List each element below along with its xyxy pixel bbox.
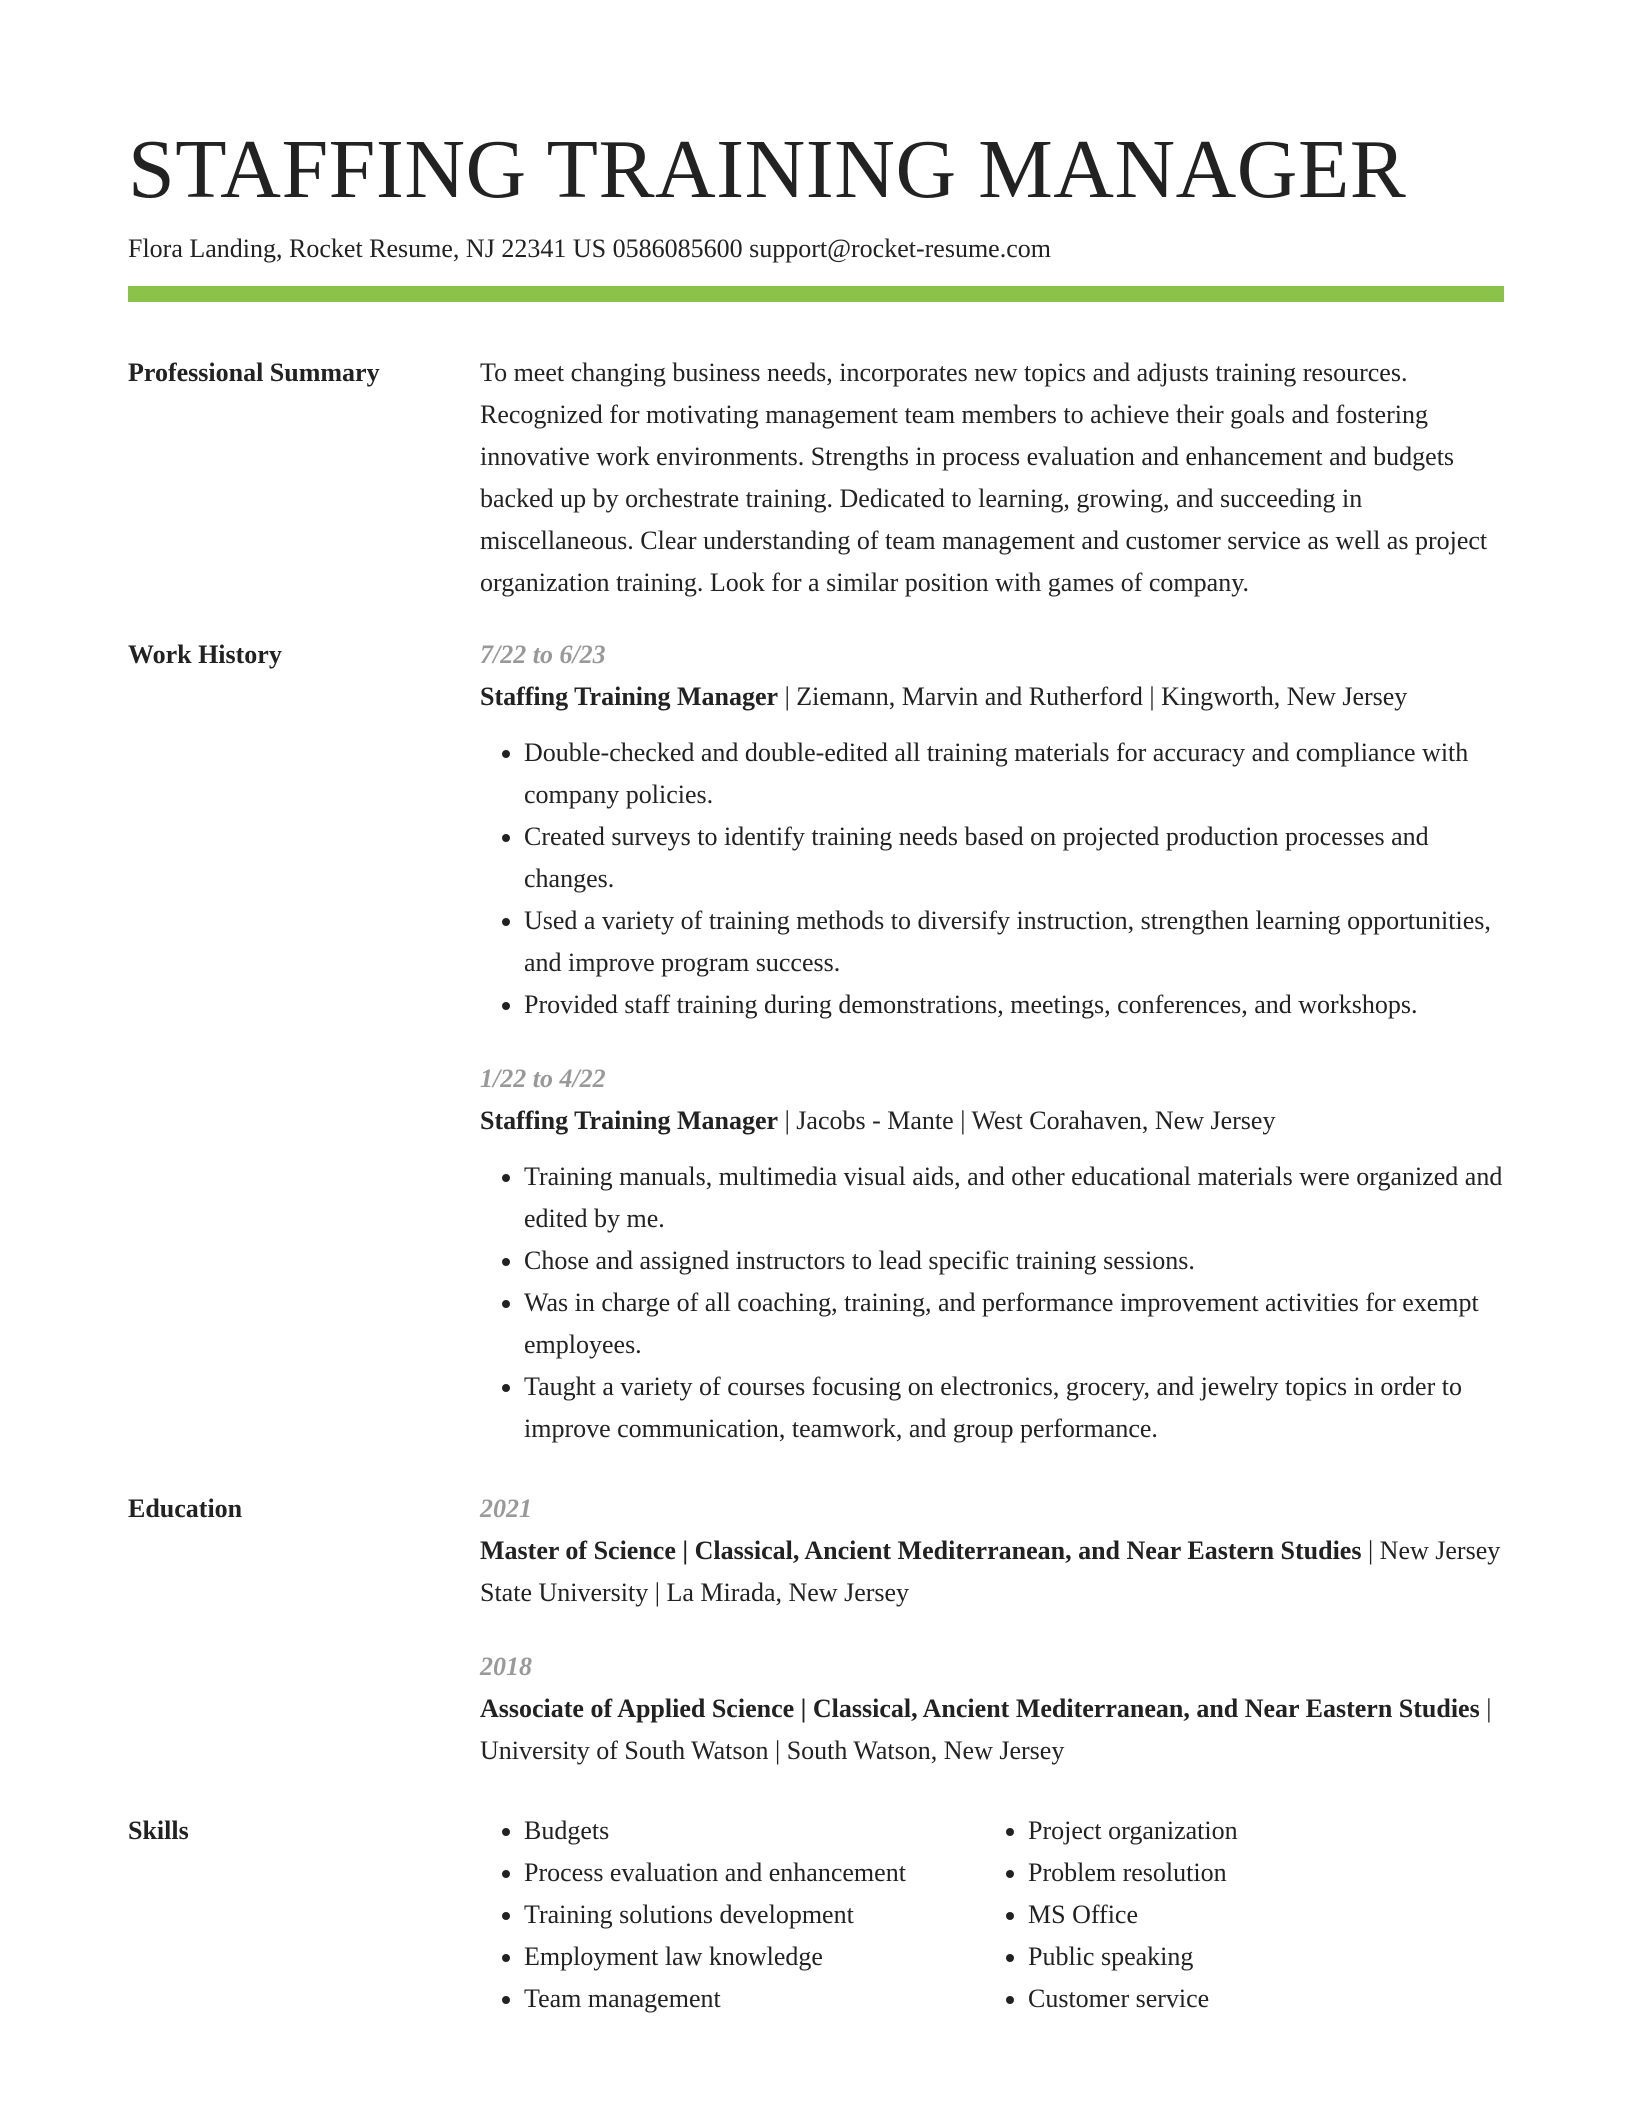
contact-phone: 0586085600	[612, 234, 743, 263]
list-item: • Public speaking	[1028, 1936, 1504, 1978]
list-item: • Was in charge of all coaching, training, and performance improvement activities for exempt employees.	[524, 1282, 1504, 1366]
summary-label: Professional Summary	[128, 358, 380, 387]
education-year: 2021	[480, 1494, 532, 1523]
resume-name-heading: STAFFING TRAINING MANAGER	[128, 123, 1407, 216]
list-item: • Problem resolution	[1028, 1852, 1504, 1894]
list-item: • Used a variety of training methods to diversify instruction, strengthen learning opportunities, and improve program success.	[524, 900, 1504, 984]
education-heading	[480, 1688, 1504, 1772]
job-title: Staffing Training Manager	[480, 1106, 779, 1135]
job-company: Ziemann, Marvin and Rutherford	[796, 682, 1143, 711]
education-location: South Watson, New Jersey	[786, 1736, 1065, 1765]
education-degree: Master of Science | Classical, Ancient Mediterranean, and Near Eastern Studies	[480, 1536, 1362, 1565]
job-heading	[480, 676, 1504, 718]
resume-page	[128, 120, 1504, 2020]
job-dates: 7/22 to 6/23	[480, 640, 606, 669]
contact-line	[128, 232, 1504, 266]
job-entry	[480, 1058, 1504, 1450]
contact-email: support@rocket-resume.com	[749, 234, 1051, 263]
job-title: Staffing Training Manager	[480, 682, 779, 711]
education-entry	[480, 1488, 1504, 1614]
list-item: • Employment law knowledge	[524, 1936, 984, 1978]
list-item: • Training manuals, multimedia visual aids, and other educational materials were organized and edited by me.	[524, 1156, 1504, 1240]
list-item: • MS Office	[1028, 1894, 1504, 1936]
list-item: • Project organization	[1028, 1810, 1504, 1852]
list-item: • Budgets	[524, 1810, 984, 1852]
education-heading	[480, 1530, 1504, 1614]
summary-text: To meet changing business needs, incorporates new topics and adjusts training resources. Recognized for motivating management team members to achieve their goals and fostering innovative work environments. Strengths in process evaluation and enhancement and budgets backed up by orchestrate training. Dedicated to learning, growing, and succeeding in miscellaneous. Clear understanding of team management and customer service as well as project organization training. Look for a similar position with games of company.	[480, 358, 1488, 597]
skills-columns	[480, 1810, 1504, 2020]
skills-section	[128, 1810, 1504, 2020]
education-year: 2018	[480, 1652, 532, 1681]
job-dates: 1/22 to 4/22	[480, 1064, 606, 1093]
list-item: • Double-checked and double-edited all training materials for accuracy and compliance with company policies.	[524, 732, 1504, 816]
skills-body	[480, 1810, 1504, 2020]
education-location: La Mirada, New Jersey	[666, 1578, 910, 1607]
education-school: University of South Watson	[480, 1736, 769, 1765]
list-item: • Customer service	[1028, 1978, 1504, 2020]
summary-section	[128, 352, 1504, 604]
education-label: Education	[128, 1494, 243, 1523]
work-history-body	[480, 634, 1504, 1450]
list-item: • Taught a variety of courses focusing on electronics, grocery, and jewelry topics in order to improve communication, teamwork, and group performance.	[524, 1366, 1504, 1450]
education-entry	[480, 1646, 1504, 1772]
header-accent-rule	[128, 286, 1504, 302]
education-section	[128, 1488, 1504, 1772]
list-item: • Chose and assigned instructors to lead specific training sessions.	[524, 1240, 1504, 1282]
skills-list-right	[984, 1810, 1504, 2020]
work-history-label: Work History	[128, 640, 282, 669]
job-entry	[480, 634, 1504, 1026]
skills-list-left	[480, 1810, 984, 2020]
list-item: • Team management	[524, 1978, 984, 2020]
job-location: Kingworth, New Jersey	[1161, 682, 1408, 711]
contact-address: Flora Landing, Rocket Resume, NJ 22341 US	[128, 234, 607, 263]
job-location: West Corahaven, New Jersey	[971, 1106, 1276, 1135]
list-item: • Process evaluation and enhancement	[524, 1852, 984, 1894]
job-company: Jacobs - Mante	[796, 1106, 954, 1135]
education-degree: Associate of Applied Science | Classical, Ancient Mediterranean, and Near Eastern Studies	[480, 1694, 1480, 1723]
list-item: • Provided staff training during demonstrations, meetings, conferences, and workshops.	[524, 984, 1504, 1026]
list-item: • Training solutions development	[524, 1894, 984, 1936]
education-body	[480, 1488, 1504, 1772]
job-bullets	[480, 732, 1504, 1026]
job-heading	[480, 1100, 1504, 1142]
skills-label: Skills	[128, 1816, 189, 1845]
job-bullets	[480, 1156, 1504, 1450]
list-item: • Created surveys to identify training needs based on projected production processes and changes.	[524, 816, 1504, 900]
work-history-section	[128, 634, 1504, 1450]
education-school: New Jersey State University	[480, 1536, 1501, 1607]
